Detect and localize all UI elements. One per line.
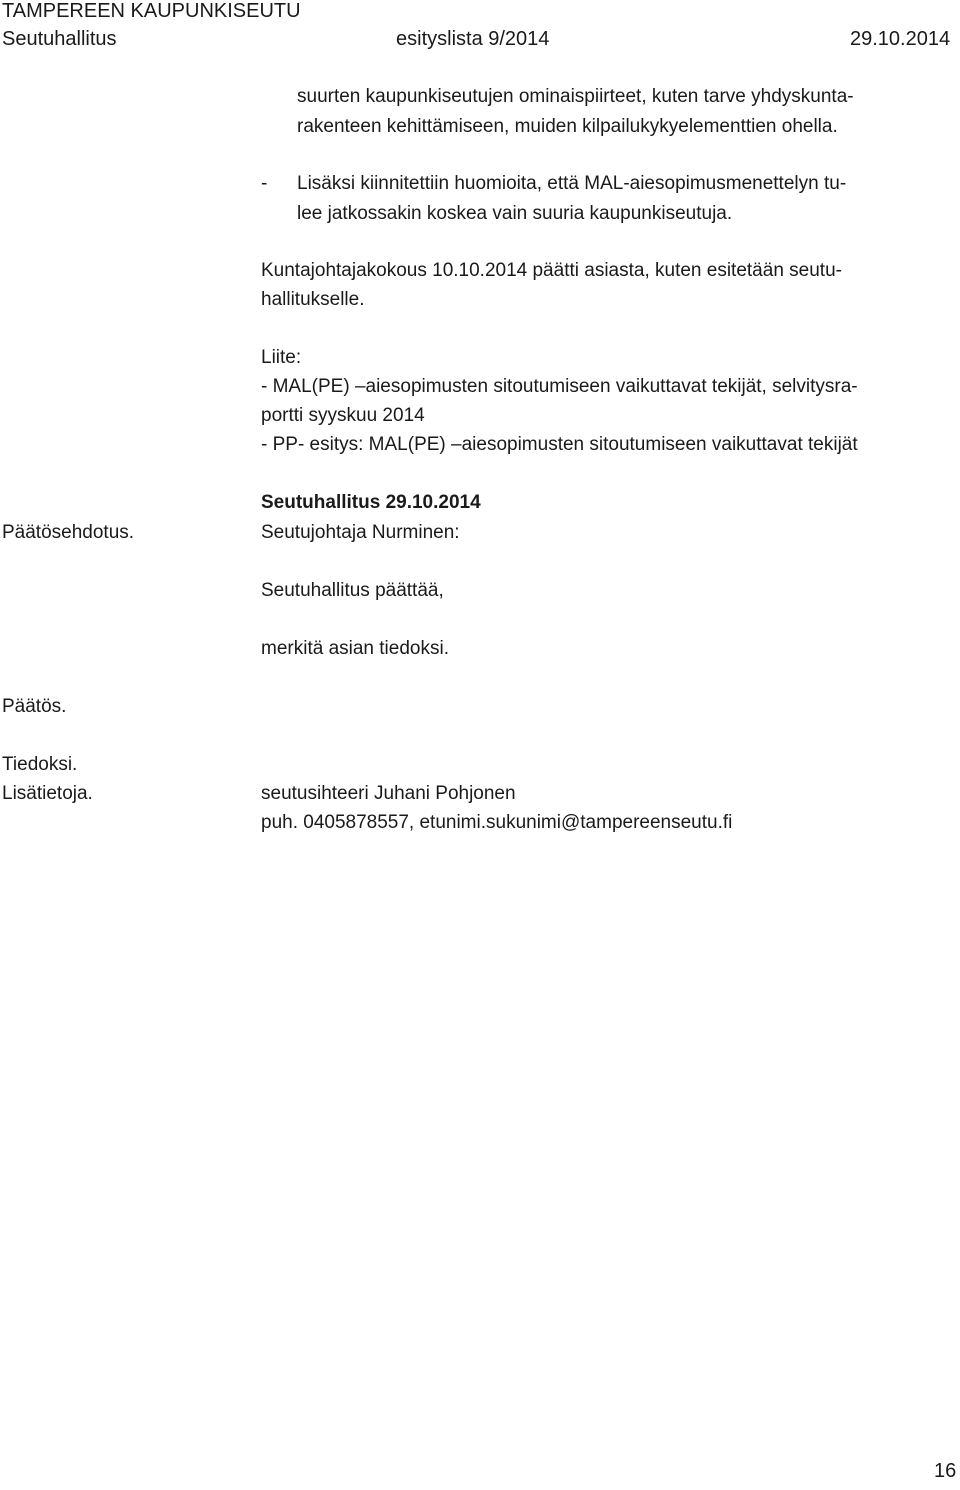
header-body-name: Seutuhallitus [2,28,117,50]
more-info-label: Lisätietoja. [2,783,93,804]
proposal-label: Päätösehdotus. [2,522,135,543]
decision-action: merkitä asian tiedoksi. [261,638,449,659]
paragraph-2-line-2: lee jatkossakin koskea vain suuria kaupunkiseutuja. [297,203,733,224]
paragraph-3-line-1: Kuntajohtajakokous 10.10.2014 päätti asiasta, kuten esitetään seutu- [261,260,842,281]
proposer: Seutujohtaja Nurminen: [261,522,460,543]
decision-statement: Seutuhallitus päättää, [261,580,444,601]
attachment-line-2: portti syyskuu 2014 [261,405,425,426]
header-date: 29.10.2014 [850,28,951,50]
paragraph-2-line-1: Lisäksi kiinnitettiin huomioita, että MAL-aiesopimusmenettelyn tu- [297,173,847,194]
attachment-line-1: - MAL(PE) –aiesopimusten sitoutumiseen vaikuttavat tekijät, selvitysra- [261,376,858,397]
info-label: Tiedoksi. [2,754,78,775]
contact-details: puh. 0405878557, etunimi.sukunimi@tampereenseutu.fi [261,812,733,833]
bullet-dash: - [261,173,268,194]
header-org: TAMPEREEN KAUPUNKISEUTU [2,0,301,22]
attachment-label: Liite: [261,347,302,368]
paragraph-1-line-1: suurten kaupunkiseutujen ominaispiirteet, kuten tarve yhdyskunta- [297,86,854,107]
decision-label: Päätös. [2,696,67,717]
paragraph-3-line-2: hallitukselle. [261,289,365,310]
page-number: 16 [934,1460,957,1482]
meeting-heading: Seutuhallitus 29.10.2014 [261,492,481,513]
header-agenda: esityslista 9/2014 [396,28,550,50]
attachment-line-3: - PP- esitys: MAL(PE) –aiesopimusten sitoutumiseen vaikuttavat tekijät [261,434,858,455]
contact-name: seutusihteeri Juhani Pohjonen [261,783,516,804]
paragraph-1-line-2: rakenteen kehittämiseen, muiden kilpailukykyelementtien ohella. [297,116,838,137]
